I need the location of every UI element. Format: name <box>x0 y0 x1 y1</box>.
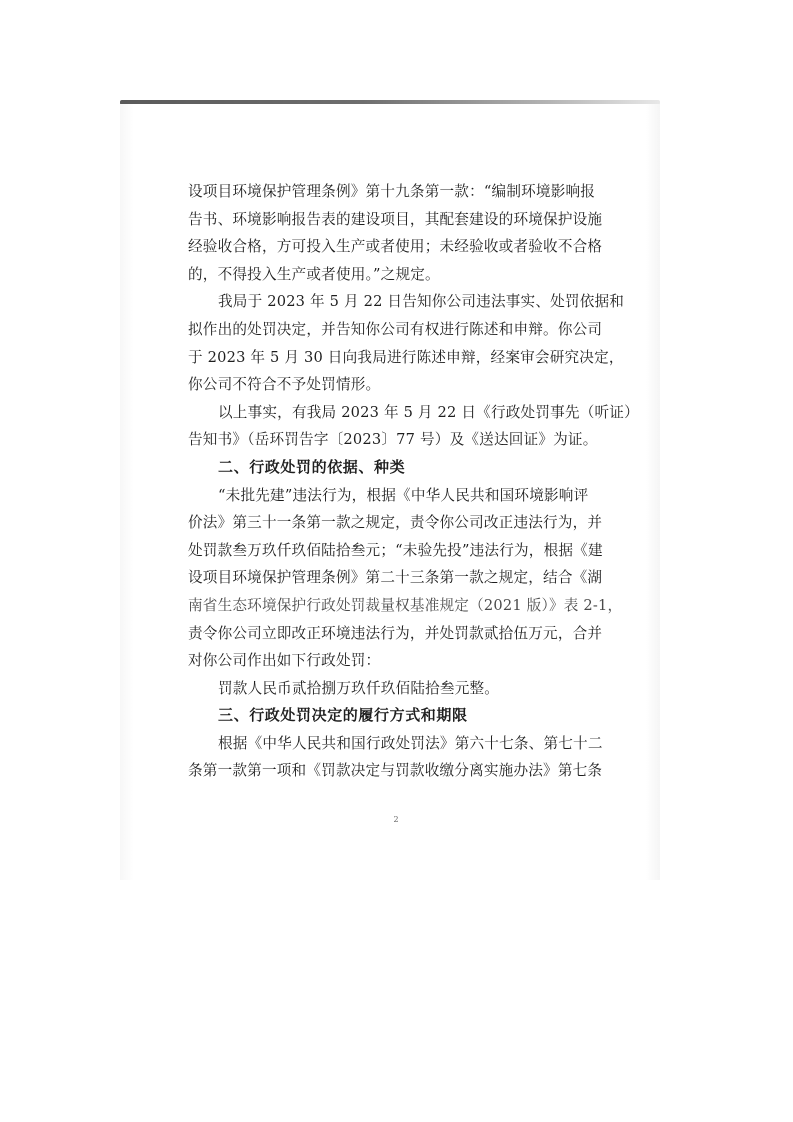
paragraph-continuation <box>188 178 608 288</box>
text-line: 价法》第三十一条第一款之规定，责令你公司改正违法行为，并 <box>188 514 603 532</box>
section-heading-execution: 三、行政处罚决定的履行方式和期限 <box>218 706 468 725</box>
text-line: 设项目环境保护管理条例》第二十三条第一款之规定，结合《湖 <box>188 569 603 587</box>
text-line: 我局于 2023 年 5 月 22 日告知你公司违法事实、处罚依据和 <box>218 293 625 311</box>
text-line: 以上事实，有我局 2023 年 5 月 22 日《行政处罚事先（听证） <box>218 403 639 421</box>
text-line: 告知书》（岳环罚告字〔2023〕77 号）及《送达回证》为证。 <box>188 431 598 449</box>
text-line: 你公司不符合不予处罚情形。 <box>188 376 381 394</box>
text-line: 处罚款叁万玖仟玖佰陆拾叁元；“未验先投”违法行为，根据《建 <box>188 541 603 559</box>
text-line: 经验收合格，方可投入生产或者使用；未经验收或者验收不合格 <box>188 238 603 256</box>
text-line: 的，不得投入生产或者使用。”之规定。 <box>188 265 440 283</box>
paragraph-penalty-amount: 罚款人民币贰拾捌万玖仟玖佰陆拾叁元整。 <box>218 679 500 697</box>
page-number: 2 <box>393 815 399 824</box>
paragraph-execution <box>188 730 608 785</box>
text-line: 于 2023 年 5 月 30 日向我局进行陈述申辩，经案审会研究决定， <box>188 348 624 366</box>
paragraph-evidence <box>188 399 639 454</box>
section-heading-basis: 二、行政处罚的依据、种类 <box>218 457 406 476</box>
paragraph-notice <box>188 288 625 398</box>
text-line: 条第一款第一项和《罚款决定与罚款收缴分离实施办法》第七条 <box>188 762 603 780</box>
text-line: 告书、环境影响报告表的建设项目，其配套建设的环境保护设施 <box>188 210 603 228</box>
document-body <box>188 178 639 785</box>
text-line: 设项目环境保护管理条例》第十九条第一款：“编制环境影响报 <box>188 183 596 200</box>
text-line: 责令你公司立即改正环境违法行为，并处罚款贰拾伍万元，合并 <box>188 624 603 642</box>
text-line: 根据《中华人民共和国行政处罚法》第六十七条、第七十二 <box>218 734 603 752</box>
text-line: 拟作出的处罚决定，并告知你公司有权进行陈述和申辩。你公司 <box>188 320 603 338</box>
paragraph-basis <box>188 482 623 675</box>
text-line: 南省生态环境保护行政处罚裁量权基准规定（2021 版）》表 2-1， <box>188 596 623 614</box>
text-line: “未批先建”违法行为，根据《中华人民共和国环境影响评 <box>218 486 589 504</box>
text-line: 对你公司作出如下行政处罚： <box>188 652 381 670</box>
